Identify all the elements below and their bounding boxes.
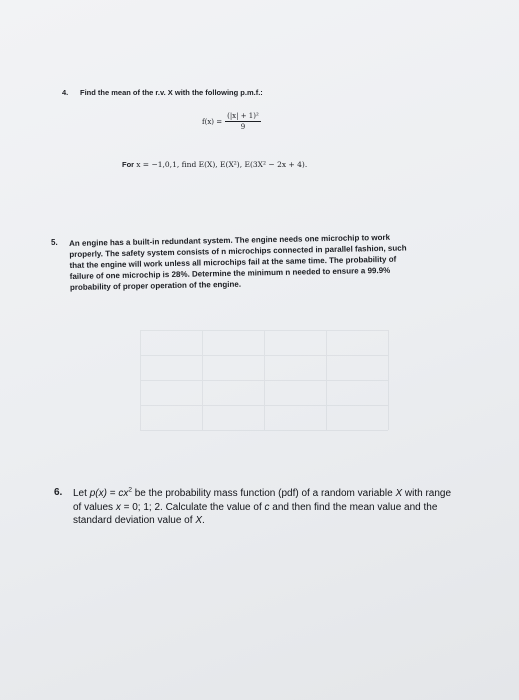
question-4-prompt: Find the mean of the r.v. X with the following p.m.f.: <box>80 88 263 97</box>
pmf-lhs: f(x) = <box>202 117 223 126</box>
pmf-fraction <box>225 111 261 132</box>
question-5-text: An engine has a built-in redundant system. The engine needs one microchip to work properly. The safety system consists of n microchips connected in parallel fashion, such that the engine will work unless all microchips fail at the same time. The probability of failure of one microchip is 28%. Determine the minimum n needed to ensure a 99.9% probability of proper operation of the engine. <box>69 232 407 292</box>
for-label: For <box>122 160 135 169</box>
bleed-through-table <box>140 330 388 430</box>
question-6-number: 6. <box>54 487 63 498</box>
pmf-formula <box>202 111 261 132</box>
pmf-numerator: (|x| + 1)² <box>227 112 259 120</box>
question-4-number: 4. <box>62 88 69 97</box>
for-math: x = −1,0,1, find E(X), E(X²), E(3X² − 2x + 4). <box>136 160 308 169</box>
question-5-number: 5. <box>51 238 58 247</box>
question-6-text: Let $p(x) = cx^2$ be the probability mass function (pdf) of a random variable X with range of values x = 0; 1; 2. Calculate the value of c and then find the mean value and the standard deviation value of X. <box>73 486 452 526</box>
question-4-instructions <box>122 160 307 169</box>
pmf-denominator: 9 <box>240 123 246 131</box>
